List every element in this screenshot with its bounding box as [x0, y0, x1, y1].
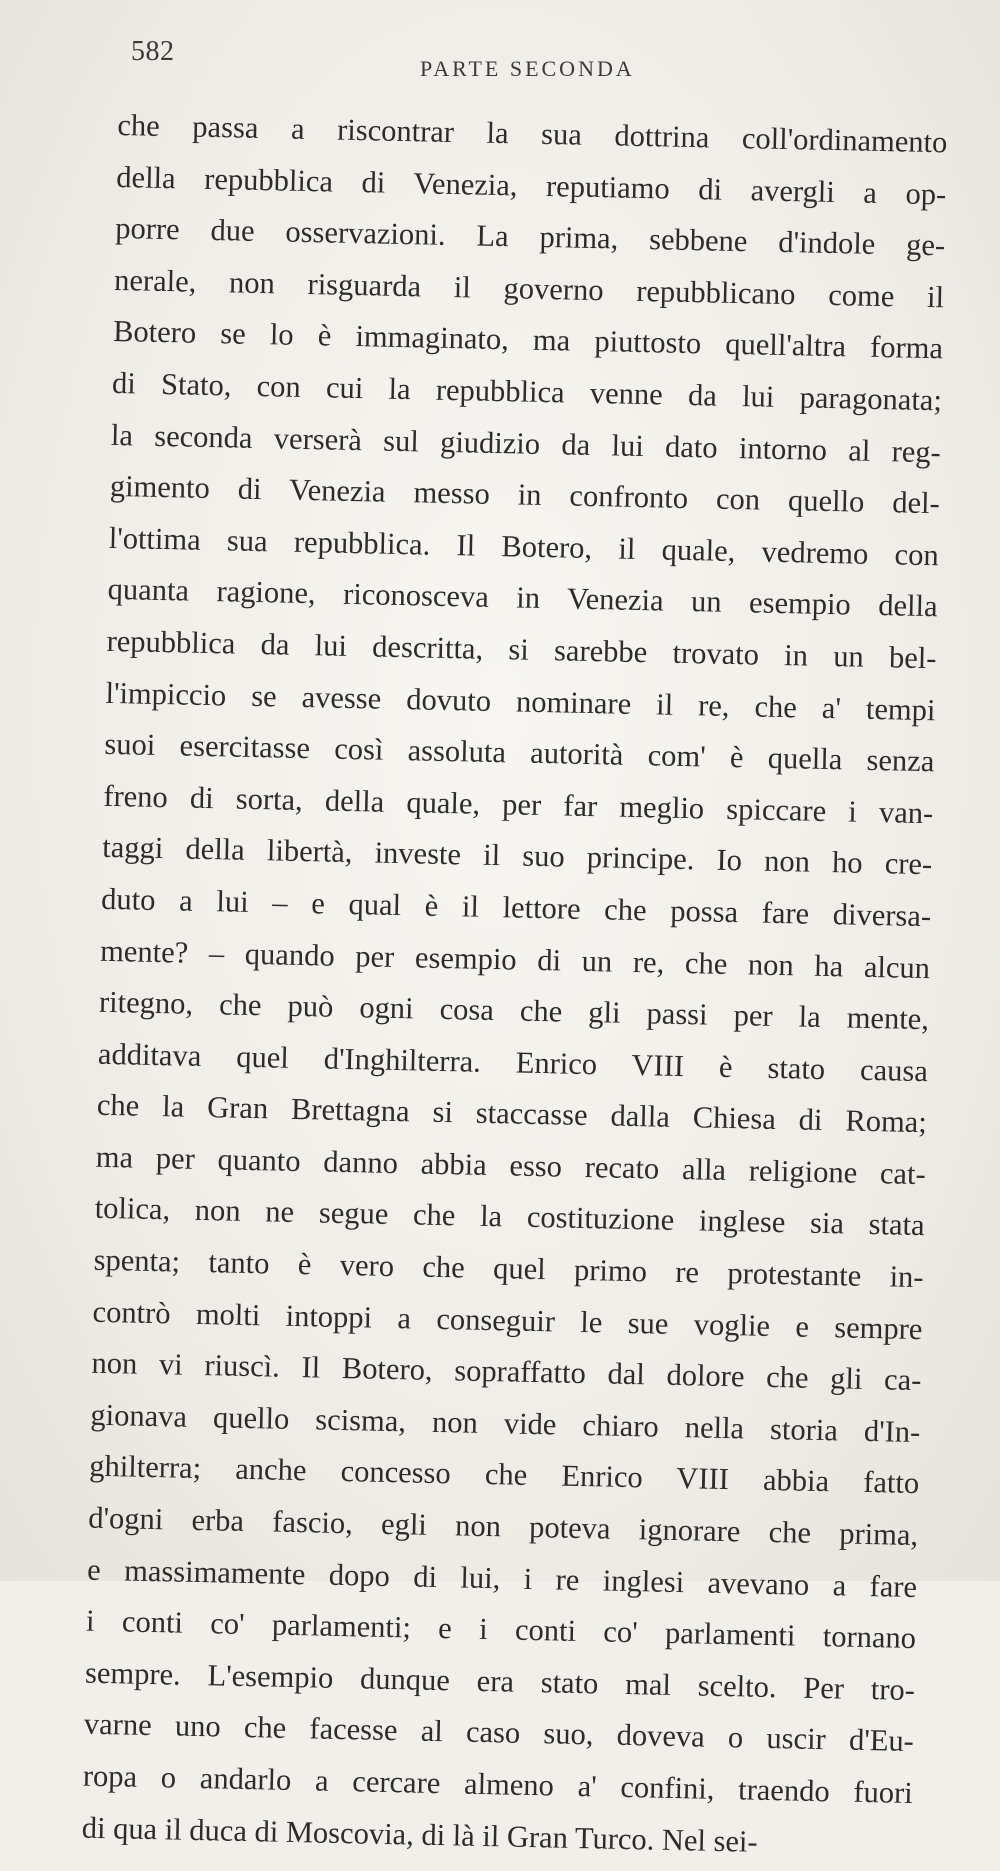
text-line: ma per quanto danno abbia esso recato alla religione cat- — [95, 1139, 927, 1192]
text-line: gimento di Venezia messo in confronto con quello del- — [109, 469, 941, 521]
text-line: mente? – quando per esempio di un re, che non ha alcun — [99, 933, 931, 985]
text-line: di qua il duca di Moscovia, di là il Gran Turco. Nel sei- — [81, 1810, 759, 1859]
text-line: spenta; tanto è vero che quel primo re protestante in- — [93, 1242, 924, 1295]
text-line: l'impiccio se avesse dovuto nominare il re, che a' tempi — [105, 675, 936, 727]
text-line: porre due osservazioni. La prima, sebbene d'indole ge- — [114, 211, 946, 263]
text-line: taggi della libertà, investe il suo principe. Io non ho cre- — [101, 830, 933, 882]
text-line: che passa a riscontrar la sua dottrina coll'ordinamento — [117, 107, 948, 160]
text-line: repubblica da lui descritta, si sarebbe trovato in un bel- — [106, 623, 937, 676]
text-line: d'ogni erba fascio, egli non poteva ignorare che prima, — [87, 1500, 919, 1553]
text-line: varne uno che facesse al caso suo, doveva o uscir d'Eu- — [83, 1707, 915, 1759]
text-line: quanta ragione, riconosceva in Venezia un esempio della — [107, 572, 938, 624]
text-line: ghilterra; anche concesso che Enrico VIII abbia fatto — [89, 1449, 920, 1501]
text-line: non vi riuscì. Il Botero, sopraffatto dal dolore che gli ca- — [91, 1345, 922, 1398]
text-line: di Stato, con cui la repubblica venne da lui paragonata; — [111, 365, 943, 418]
text-line: nerale, non risguarda il governo repubblicano come il — [113, 262, 945, 315]
text-line: contrò molti intoppi a conseguir le sue voglie e sempre — [92, 1294, 923, 1346]
text-line: della repubblica di Venezia, reputiamo di avergli a op- — [116, 159, 947, 211]
text-line: duto a lui – e qual è il lettore che possa fare diversa- — [100, 881, 932, 934]
text-line: ritegno, che può ogni cosa che gli passi per la mente, — [98, 984, 930, 1037]
text-line: la seconda verserà sul giudizio da lui dato intorno al reg- — [110, 417, 942, 469]
text-line: e massimamente dopo di lui, i re inglesi avevano a fare — [86, 1552, 918, 1604]
text-line: gionava quello scisma, non vide chiaro nella storia d'In- — [90, 1397, 921, 1449]
text-line: tolica, non ne segue che la costituzione inglese sia stata — [94, 1191, 925, 1243]
text-line: che la Gran Brettagna si staccasse dalla Chiesa di Roma; — [96, 1088, 928, 1140]
text-line: l'ottima sua repubblica. Il Botero, il quale, vedremo con — [108, 520, 940, 573]
page-number: 582 — [131, 36, 175, 67]
text-line: sempre. L'esempio dunque era stato mal scelto. Per tro- — [84, 1655, 916, 1707]
text-line: Botero se lo è immaginato, ma piuttosto quell'altra forma — [112, 314, 944, 366]
running-head: PARTE SECONDA — [420, 56, 635, 81]
text-line: suoi esercitasse così assoluta autorità com' è quella senza — [104, 726, 935, 779]
text-line: i conti co' parlamenti; e i conti co' parlamenti tornano — [85, 1603, 917, 1656]
body-text — [81, 100, 948, 1871]
text-line: additava quel d'Inghilterra. Enrico VIII è stato causa — [97, 1036, 929, 1088]
text-line: ropa o andarlo a cercare almeno a' confini, traendo fuori — [82, 1758, 914, 1811]
text-line: freno di sorta, della quale, per far meglio spiccare i van- — [103, 778, 934, 830]
